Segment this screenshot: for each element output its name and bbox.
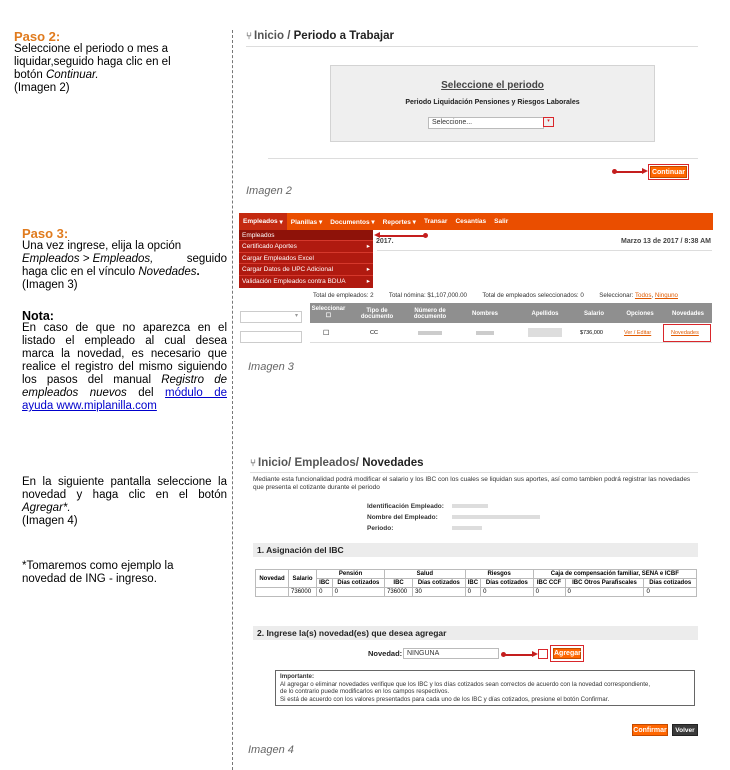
- panel-title: Seleccione el periodo: [441, 80, 544, 91]
- paso3-line: Empleados > Empleados, seguido: [22, 253, 227, 265]
- arrow-line: [504, 654, 534, 656]
- period-select[interactable]: [428, 117, 544, 129]
- modulo-ayuda-link[interactable]: módulo de: [165, 387, 227, 399]
- th-opciones: Opciones: [626, 311, 654, 317]
- chevron-down-icon: ▾: [294, 313, 298, 319]
- th-dias: Días cotizados: [481, 579, 533, 588]
- riesgos-ibc-input[interactable]: 0: [465, 588, 481, 597]
- nota-title: Nota:: [22, 309, 54, 323]
- note-line: *Tomaremos como ejemplo la: [22, 560, 174, 572]
- cell-novedad: [256, 588, 289, 597]
- important-notice: [275, 670, 695, 706]
- empleados-dropdown: [239, 230, 373, 288]
- paso4-line: novedad y haga clic en el botón: [22, 489, 227, 501]
- caja-dias-input[interactable]: 0: [644, 588, 697, 597]
- id-label: Identificación Empleado:: [367, 503, 444, 510]
- breadcrumb-4: [250, 457, 424, 469]
- nav-planillas[interactable]: Planillas ▾: [290, 218, 323, 226]
- header-rule: [246, 46, 698, 47]
- breadcrumb-home[interactable]: Inicio/: [258, 457, 292, 469]
- select-dropdown-highlight[interactable]: [543, 117, 554, 127]
- nota-line: listado el empleado al cual desea: [22, 335, 227, 347]
- name-value-blurred: [452, 515, 540, 519]
- total-seleccionados: Total de empleados seleccionados: 0: [482, 292, 584, 299]
- th-dias: Días cotizados: [644, 579, 697, 588]
- caption-imagen2: Imagen 2: [246, 185, 292, 197]
- th-ibc-ccf: IBC CCF: [533, 579, 565, 588]
- th-salario: Salario: [289, 570, 317, 588]
- date-rule: [377, 250, 712, 251]
- th-ibc-otros: IBC Otros Parafiscales: [565, 579, 644, 588]
- th-tipo: Tipo de documento: [360, 308, 394, 320]
- paso2-text: [14, 43, 224, 95]
- nota-line: los pasos del manual Registro de: [22, 374, 228, 386]
- cell-apellidos-blurred: [528, 328, 562, 337]
- breadcrumb: [246, 30, 394, 42]
- intro-text: [253, 476, 698, 492]
- arrow-line: [379, 235, 425, 237]
- table-row: [256, 588, 697, 597]
- confirmar-button[interactable]: Confirmar: [632, 724, 668, 736]
- th-dias: Días cotizados: [332, 579, 384, 588]
- select-label: Seleccionar:: [599, 292, 635, 299]
- intro-line: que presenta el cotizante durante el periodo: [253, 484, 380, 491]
- panel-subtitle: Periodo Liquidación Pensiones y Riesgos Laborales: [405, 99, 580, 106]
- miplanilla-link[interactable]: ayuda www.miplanilla.com: [22, 400, 157, 412]
- paso2-title: Paso 2:: [14, 29, 61, 44]
- ver-editar-link[interactable]: Ver / Editar: [624, 330, 652, 336]
- paso4-text: [22, 476, 227, 528]
- filter-input-2[interactable]: [240, 331, 302, 343]
- caret-right-icon: ▸: [366, 266, 370, 274]
- th-riesgos: Riesgos: [465, 570, 533, 579]
- paso3-line: Una vez ingrese, elija la opción: [22, 240, 182, 252]
- cell-tipo: CC: [370, 330, 378, 336]
- current-date: Marzo 13 de 2017 / 8:38 AM: [621, 238, 712, 245]
- nav-documentos[interactable]: Documentos ▾: [330, 218, 375, 226]
- arrow-dot: [423, 233, 428, 238]
- important-title: Importante:: [280, 673, 315, 680]
- page-title: Periodo a Trabajar: [293, 30, 394, 42]
- checkbox-icon[interactable]: ☐: [325, 313, 332, 319]
- th-ibc: IBC: [465, 579, 481, 588]
- total-nomina: Total nómina: $1,107,000.00: [388, 292, 467, 299]
- select-all-link[interactable]: Todos: [634, 292, 652, 299]
- th-salud: Salud: [385, 570, 466, 579]
- header-rule: [250, 472, 698, 473]
- novedad-value: NINGUNA: [407, 650, 440, 657]
- nota-line: En caso de que no aparezca en el: [22, 322, 227, 334]
- paso4-line: En la siguiente pantalla seleccione la: [22, 476, 227, 488]
- cell-numero-blurred: [418, 331, 442, 335]
- caret-right-icon: ▸: [366, 243, 370, 251]
- arrow-line: [615, 171, 643, 173]
- menu-item-certificado[interactable]: Certificado Aportes ▸: [239, 241, 373, 252]
- salud-dias-input[interactable]: 30: [413, 588, 465, 597]
- menu-item-empleados[interactable]: Empleados: [239, 230, 373, 241]
- nota-text: [22, 322, 227, 413]
- menu-item-cargar-excel[interactable]: Cargar Empleados Excel: [239, 253, 373, 264]
- paso2-line: liquidar,seguido haga clic en el: [14, 56, 171, 68]
- home-icon: ⑂: [250, 458, 256, 469]
- column-divider: [232, 30, 233, 770]
- paso3-text: [22, 240, 227, 292]
- example-note: [22, 560, 227, 586]
- paso3-title: Paso 3:: [22, 226, 69, 241]
- menu-item-upc[interactable]: Cargar Datos de UPC Adicional ▸: [239, 264, 373, 275]
- page-title: Novedades: [362, 457, 424, 469]
- paso4-line: (Imagen 4): [22, 515, 78, 527]
- important-line: Al agregar o eliminar novedades verifique que los IBC y los días cotizados sean correctos de acuerdo con la novedad correspondiente,: [280, 680, 651, 688]
- paso2-line: botón Continuar.: [14, 69, 99, 81]
- nav-reportes[interactable]: Reportes ▾: [382, 218, 416, 226]
- salario-input[interactable]: 736000: [289, 588, 317, 597]
- note-line: novedad de ING - ingreso.: [22, 573, 157, 585]
- row-checkbox[interactable]: ☐: [323, 330, 330, 337]
- pension-dias-input[interactable]: 0: [332, 588, 384, 597]
- id-value-blurred: [452, 504, 488, 508]
- filter-input[interactable]: [240, 311, 302, 323]
- ccf-input[interactable]: 0: [533, 588, 565, 597]
- period-label: Periodo:: [367, 525, 394, 532]
- name-label: Nombre del Empleado:: [367, 514, 438, 521]
- th-dias: Días cotizados: [413, 579, 465, 588]
- menu-item-bdua[interactable]: Validación Empleados contra BDUA ▸: [239, 276, 373, 287]
- th-pension: Pensión: [317, 570, 385, 579]
- th-apellidos: Apellidos: [531, 311, 559, 317]
- th-salario: Salario: [583, 311, 604, 317]
- nota-line: empleados nuevos del módulo de: [22, 387, 227, 399]
- total-empleados: Total de empleados: 2: [313, 292, 374, 299]
- period-panel: [330, 65, 655, 142]
- select-dropdown-highlight[interactable]: [538, 649, 548, 659]
- main-navbar: [239, 213, 713, 230]
- caret-right-icon: ▸: [366, 277, 370, 285]
- volver-button[interactable]: Volver: [672, 724, 698, 736]
- caption-imagen4: Imagen 4: [248, 744, 294, 756]
- paso2-line: Seleccione el periodo o mes a: [14, 43, 169, 55]
- date-partial: 2017.: [376, 238, 394, 245]
- th-nombres: Nombres: [471, 311, 498, 317]
- agregar-button[interactable]: Agregar: [554, 650, 581, 657]
- nav-cesantias[interactable]: Cesantías: [455, 218, 487, 225]
- footer-rule: [268, 158, 698, 159]
- totals-row: Total de empleados: 2 Total nómina: $1,107,000.00 Total de empleados seleccionados: 0 Seleccionar: Todos, Ninguno: [313, 292, 678, 299]
- th-novedades: Novedades: [671, 311, 704, 317]
- th-caja: Caja de compensación familiar, SENA e ICBF: [533, 570, 696, 579]
- riesgos-dias-input[interactable]: 0: [481, 588, 533, 597]
- paso3-line: haga clic en el vínculo Novedades.: [22, 266, 200, 278]
- home-icon: ⑂: [246, 31, 252, 42]
- th-ibc: IBC: [385, 579, 413, 588]
- nav-salir[interactable]: Salir: [494, 218, 509, 225]
- nav-empleados[interactable]: Empleados ▾: [239, 213, 287, 230]
- breadcrumb-empleados[interactable]: Empleados/: [294, 457, 359, 469]
- nota-line: realice el registro del mismo siguiendo: [22, 361, 227, 373]
- ibc-table: [255, 569, 697, 597]
- cell-nombres-blurred: [476, 331, 494, 335]
- th-ibc: IBC: [317, 579, 333, 588]
- th-seleccionar: Seleccionar ☐: [311, 306, 346, 319]
- th-numero: Número de documento: [413, 308, 447, 320]
- employee-info: [367, 501, 444, 534]
- otros-input[interactable]: 0: [565, 588, 644, 597]
- intro-line: Mediante esta funcionalidad podrá modificar el salario y los IBC con los cuales se liquidan sus aportes, así como tambien podrá registrar las novedades: [253, 476, 691, 483]
- chevron-down-icon: ▾: [547, 118, 550, 124]
- nota-line: [22, 400, 227, 413]
- section-novedades: 2. Ingrese la(s) novedad(es) que desea agregar: [253, 626, 698, 640]
- select-value: Seleccione...: [432, 119, 473, 126]
- select-none-link[interactable]: Ninguno: [654, 292, 678, 299]
- novedad-select[interactable]: [403, 648, 499, 659]
- period-value-blurred: [452, 526, 482, 530]
- cell-salario: $736,000: [580, 330, 603, 336]
- novedad-label: Novedad:: [368, 649, 403, 658]
- salud-ibc-input[interactable]: 736000: [385, 588, 413, 597]
- paso3-line: (Imagen 3): [22, 279, 78, 291]
- novedades-link[interactable]: Novedades: [671, 330, 699, 336]
- paso2-line: (Imagen 2): [14, 82, 70, 94]
- section-ibc: 1. Asignación del IBC: [253, 543, 698, 557]
- pension-ibc-input[interactable]: 0: [317, 588, 333, 597]
- th-novedad: Novedad: [256, 570, 289, 588]
- breadcrumb-home[interactable]: Inicio /: [254, 30, 291, 42]
- paso4-line: Agregar*.: [22, 502, 71, 514]
- caption-imagen3: Imagen 3: [248, 361, 294, 373]
- table-row: [310, 324, 712, 343]
- nav-transar[interactable]: Transar: [423, 218, 448, 225]
- nota-line: marca la novedad, es necesario que: [22, 348, 227, 360]
- employees-table: [310, 303, 712, 343]
- important-line: Si está de acuerdo con los valores presentados para cada uno de los IBC y días cotizados, presione el botón Confirmar.: [280, 695, 610, 703]
- continue-button[interactable]: Continuar: [650, 166, 687, 178]
- important-line: de lo contrario puede modificarlos en los campos respectivos.: [280, 688, 450, 696]
